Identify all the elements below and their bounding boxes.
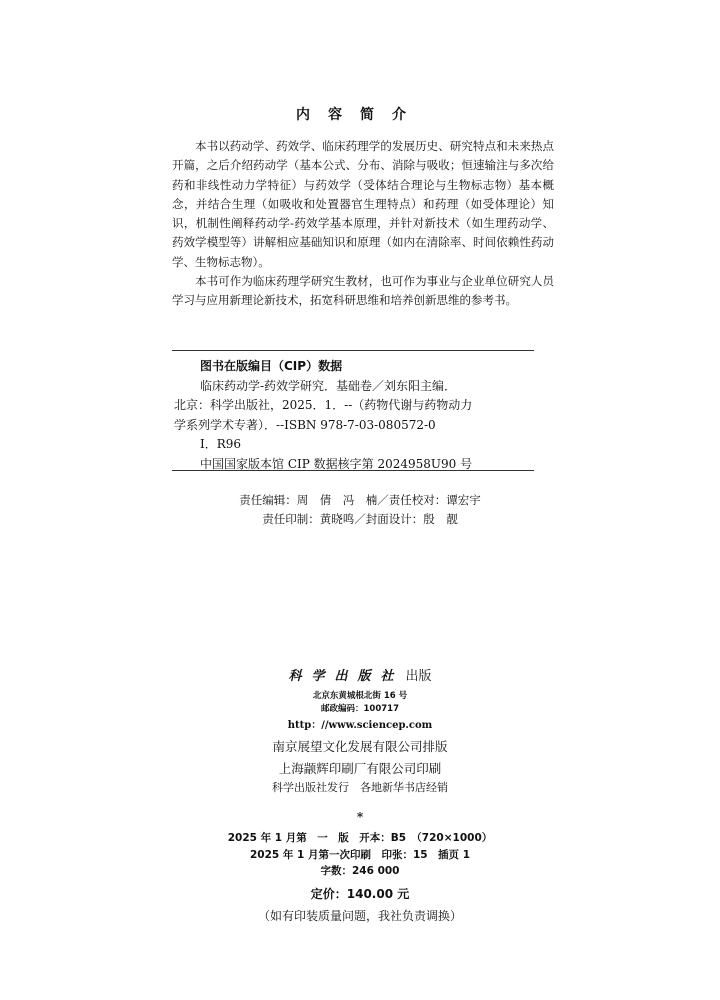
production-line: 责任印制：黄晓鸣／封面设计：殷 靓 — [262, 512, 458, 526]
summary-paragraph: 本书可作为临床药理学研究生教材，也可作为事业与企业单位研究人员学习与应用新理论新技术，拓宽科研思维和培养创新思维的参考书。 — [172, 274, 554, 308]
summary-paragraph: 本书以药动学、药效学、临床药理学的发展历史、研究特点和未来热点开篇，之后介绍药动学（基本公式、分布、消除与吸收；恒速输注与多次给药和非线性动力学特征）与药效学（受体结合理论与生物标志物）基本概念，并结合生理（如吸收和处置器官生理特点）和药理（如受体理论）知识，机制性阐释药动学-药效学基本原理，并针对新技术（如生理药动学、药效学模型等）讲解相应基础知识和原理（如内在清除率、时间依赖性药动学、生物标志物）。 — [172, 139, 554, 269]
website: http：//www.sciencep.com — [287, 720, 433, 731]
publisher-suffix: 出版 — [405, 669, 432, 684]
cip-title-line: 临床药动学-药效学研究．基础卷／刘东阳主编． — [200, 378, 457, 393]
editors-line: 责任编辑：周 倩 冯 楠／责任校对：谭宏宇 — [239, 493, 481, 507]
publisher-line — [0, 668, 720, 686]
printing-line: 2025 年 1 月第一次印刷 印张：15 插页 1 — [249, 848, 471, 861]
cip-top-rule — [172, 350, 534, 351]
typesetter: 南京展望文化发展有限公司排版 — [272, 739, 448, 754]
cip-block — [174, 357, 534, 474]
publisher-address: 北京东黄城根北街 16 号 — [312, 691, 408, 701]
summary-title: 内容简介 — [296, 107, 424, 123]
distribution: 科学出版社发行 各地新华书店经销 — [272, 781, 448, 794]
cip-heading: 图书在版编目（CIP）数据 — [200, 359, 343, 373]
word-count: 字数：246 000 — [320, 865, 400, 877]
quality-notice: （如有印装质量问题，我社负责调换） — [257, 908, 462, 923]
edition-line: 2025 年 1 月第 一 版 开本：B5 （720×1000） — [227, 832, 493, 844]
separator-star: * — [356, 810, 364, 824]
cip-classification: Ⅰ．R96 — [200, 437, 242, 451]
editors-block — [0, 491, 720, 529]
publisher-name: 科学出版社 — [288, 669, 404, 684]
summary-body — [172, 137, 554, 311]
cip-record-number: 中国国家版本馆 CIP 数据核字第 2024958U90 号 — [200, 456, 473, 471]
colophon — [0, 668, 720, 926]
cip-bottom-rule — [172, 470, 534, 471]
postcode: 邮政编码：100717 — [321, 704, 399, 714]
cip-series-line: 学系列学术专著）．--ISBN 978-7-03-080572-0 — [174, 417, 436, 432]
cip-publisher-line: 北京：科学出版社，2025．1．--（药物代谢与药物动力 — [174, 398, 473, 412]
price: 定价：140.00 元 — [310, 886, 410, 901]
printer: 上海颛辉印刷厂有限公司印刷 — [278, 761, 442, 776]
